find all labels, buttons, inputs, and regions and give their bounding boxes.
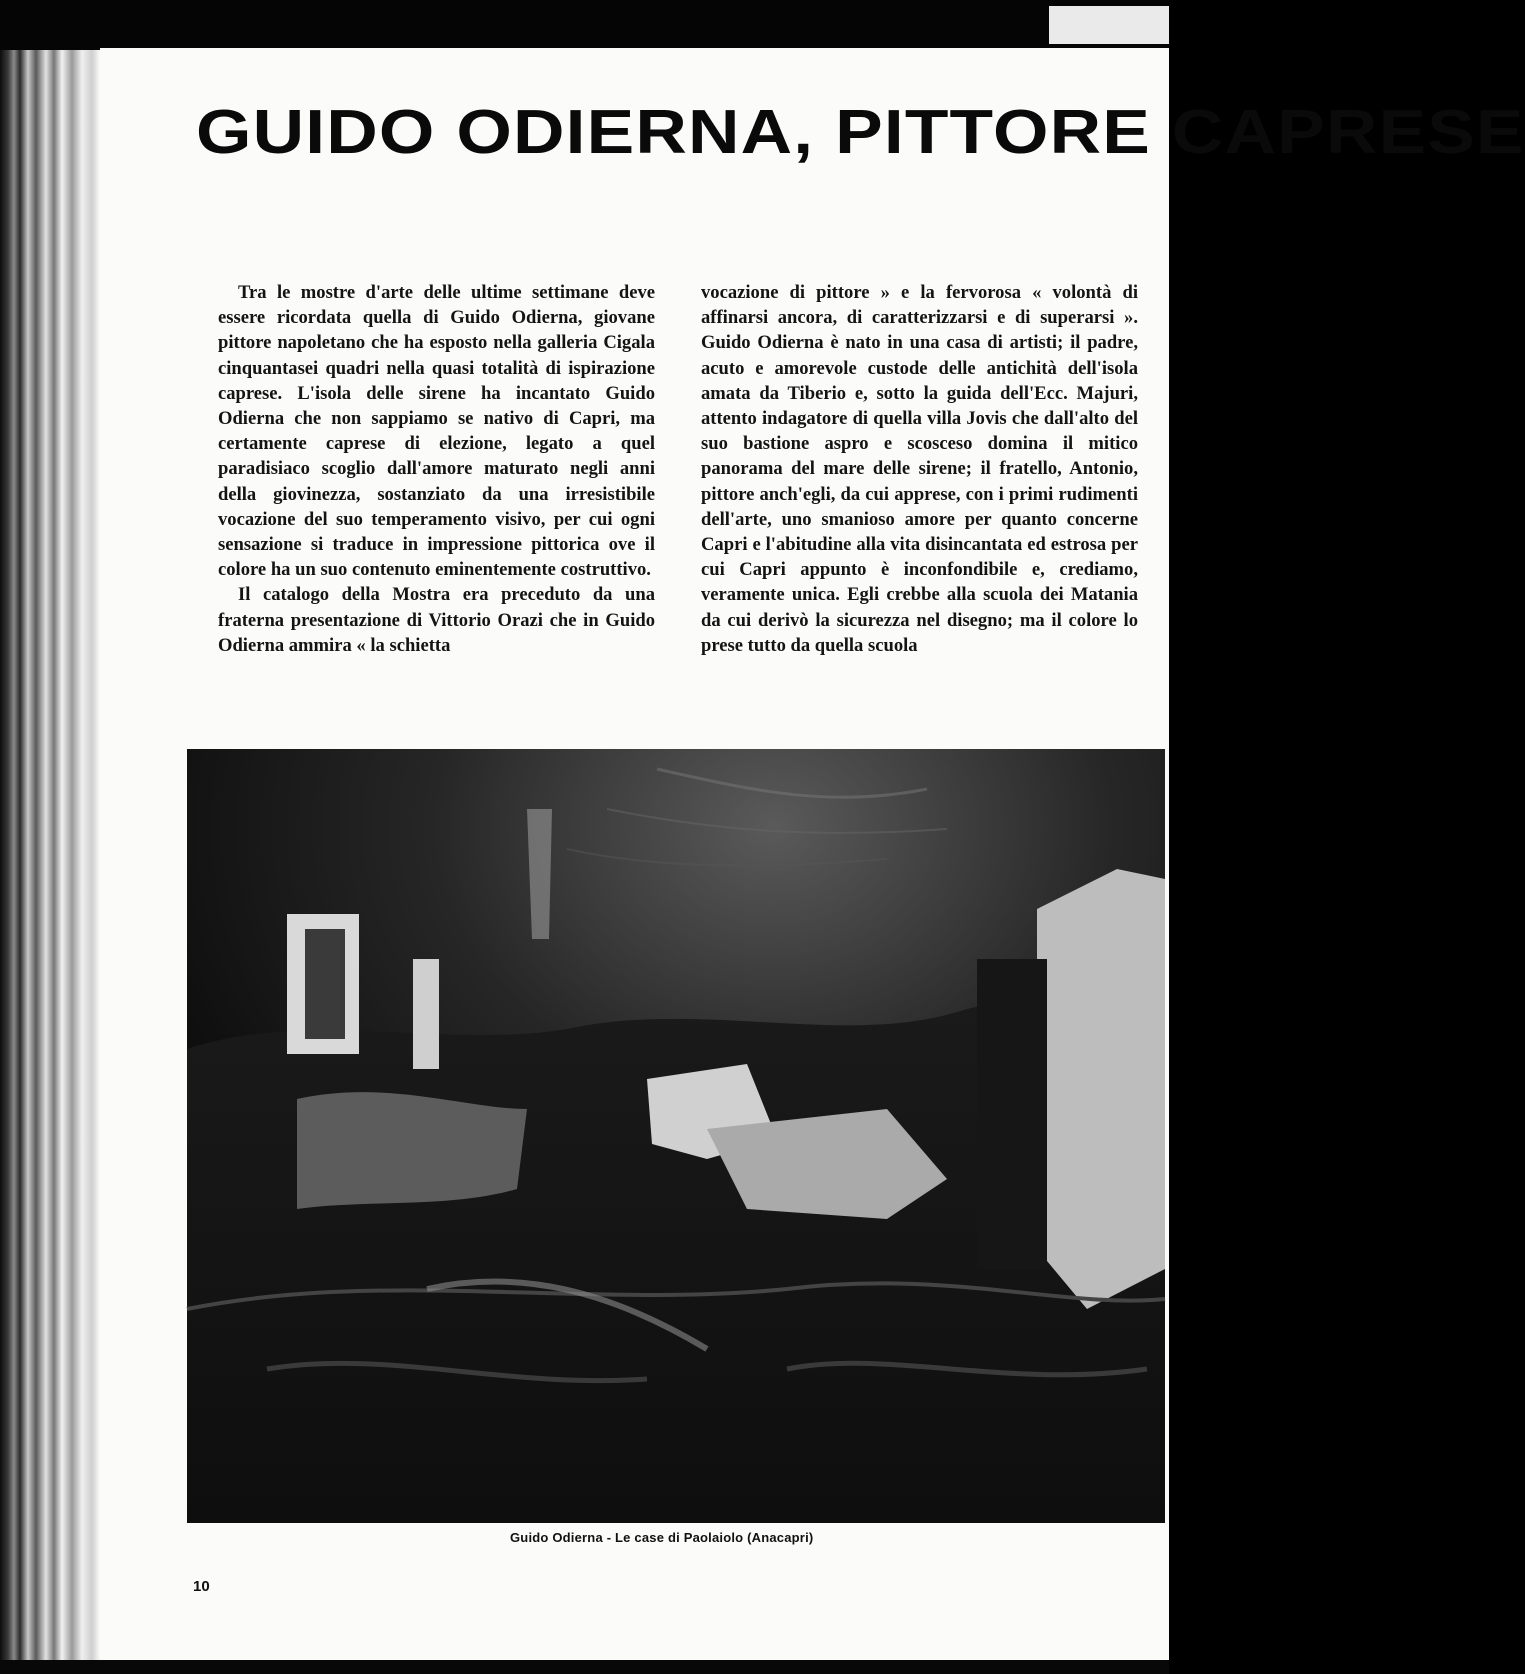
magazine-page [100, 48, 1525, 1674]
figure-caption: Guido Odierna - Le case di Paolaiolo (Anacapri) [510, 1530, 814, 1545]
article-column-right [701, 280, 1138, 658]
page-title: GUIDO ODIERNA, PITTORE CAPRESE [196, 98, 1525, 167]
painting-image [187, 749, 1165, 1523]
top-corner-light-patch [1049, 6, 1169, 44]
top-dark-band [0, 0, 1169, 50]
article-column-left [218, 280, 655, 658]
book-spine-edge [0, 50, 100, 1674]
paragraph: Tra le mostre d'arte delle ultime settimane deve essere ricordata quella di Guido Odierna, giovane pittore napoletano che ha esposto nella galleria Cigala cinquantasei quadri nella quasi totalità di ispirazione caprese. L'isola delle sirene ha incantato Guido Odierna che non sappiamo se nativo di Capri, ma certamente caprese di elezione, legato a quel paradisiaco scoglio dall'amore maturato negli anni della giovinezza, sostanziato da una irresistibile vocazione del suo temperamento visivo, per cui ogni sensazione si traduce in impressione pittorica ove il colore ha un suo contenuto eminentemente costruttivo. [218, 282, 655, 581]
page-number: 10 [193, 1578, 210, 1595]
bottom-dark-band [0, 1660, 1169, 1674]
paragraph: Il catalogo della Mostra era preceduto da una fraterna presentazione di Vittorio Orazi che in Guido Odierna ammira « la schietta [218, 584, 655, 656]
painting-photo [187, 749, 1165, 1523]
paragraph: vocazione di pittore » e la fervorosa « volontà di affinarsi ancora, di caratterizzarsi e di superarsi ». Guido Odierna è nato in una casa di artisti; il padre, acuto e amorevole custode delle antichità dell'isola amata da Tiberio e, sotto la guida dell'Ecc. Majuri, attento indagatore di quella villa Jovis che dall'alto del suo bastione aspro e scosceso domina il mitico panorama del mare delle sirene; il fratello, Antonio, pittore anch'egli, da cui apprese, con i primi rudimenti dell'arte, uno smanioso amore per quanto concerne Capri e l'abitudine alla vita disincantata ed estrosa per cui Capri appunto è inconfondibile e, crediamo, veramente unica. Egli crebbe alla scuola dei Matania da cui derivò la sicurezza nel disegno; ma il colore lo prese tutto da quella scuola [701, 282, 1138, 656]
